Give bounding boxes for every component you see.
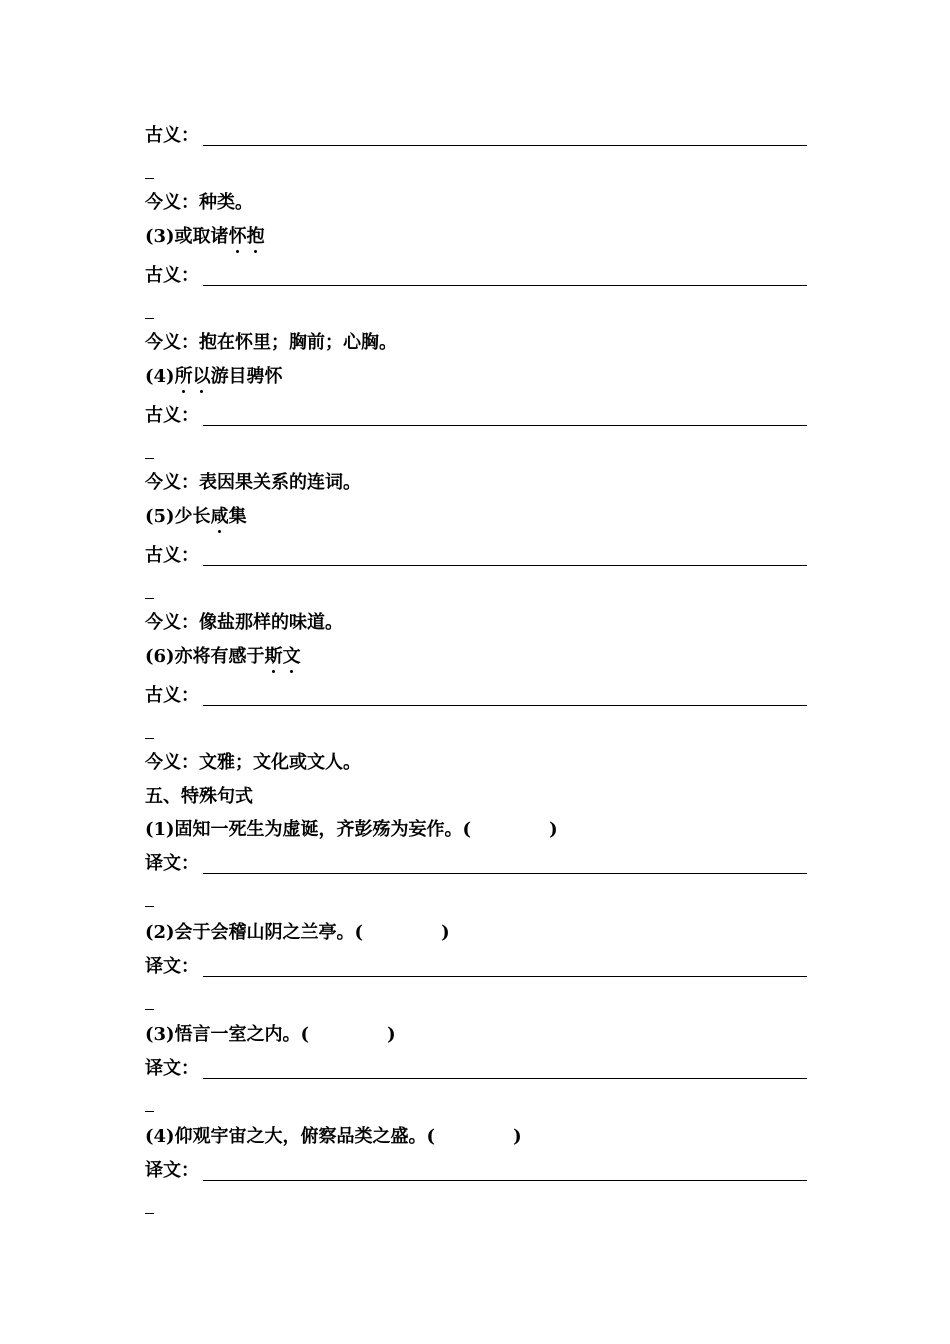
sentence-text: (1)固知一死生为虚诞，齐彭殇为妄作。( (145, 819, 472, 840)
dotted-character: 所 (174, 366, 193, 387)
emphasis-word (211, 506, 229, 527)
line-continuation-mark (145, 318, 154, 319)
translation-line[interactable] (145, 852, 807, 876)
dotted-character: 怀 (228, 226, 247, 247)
answer-underline (203, 1180, 807, 1181)
answer-line[interactable] (145, 404, 807, 428)
gu-label: 古义： (145, 545, 199, 566)
answer-underline (203, 705, 807, 706)
item-prompt (145, 225, 265, 249)
answer-underline (203, 873, 807, 874)
item-prefix: (3)或取诸 (145, 226, 229, 247)
close-paren: ) (513, 1126, 522, 1147)
sentence-prompt (145, 1125, 522, 1149)
answer-underline (203, 565, 807, 566)
section-title: 五、特殊句式 (145, 786, 253, 807)
sentence-text: (3)悟言一室之内。( (145, 1024, 310, 1045)
item-prompt (145, 505, 247, 529)
answer-underline (203, 976, 807, 977)
answer-line[interactable] (145, 124, 807, 148)
sentence-text: (2)会于会稽山阴之兰亭。( (145, 922, 364, 943)
close-paren: ) (549, 819, 558, 840)
translation-label: 译文： (145, 956, 199, 977)
sentence-prompt (145, 1023, 396, 1047)
close-paren: ) (441, 922, 450, 943)
dotted-character: 以 (192, 366, 211, 387)
dotted-character: 抱 (246, 226, 265, 247)
dotted-character: 斯 (264, 646, 283, 667)
gu-label: 古义： (145, 125, 199, 146)
line-continuation-mark (145, 738, 154, 739)
item-prefix: (5)少长 (145, 506, 211, 527)
line-continuation-mark (145, 598, 154, 599)
gu-label: 古义： (145, 265, 199, 286)
item-prompt (145, 365, 283, 389)
line-continuation-mark (145, 178, 154, 179)
line-continuation-mark (145, 458, 154, 459)
dotted-character: 文 (282, 646, 301, 667)
sentence-text: (4)仰观宇宙之大，俯察品类之盛。( (145, 1126, 436, 1147)
translation-label: 译文： (145, 853, 199, 874)
answer-line[interactable] (145, 264, 807, 288)
line-continuation-mark (145, 1009, 154, 1010)
translation-line[interactable] (145, 1159, 807, 1183)
translation-label: 译文： (145, 1058, 199, 1079)
line-continuation-mark (145, 1111, 154, 1112)
answer-underline (203, 425, 807, 426)
emphasis-word (265, 646, 301, 667)
item-suffix: 游目骋怀 (210, 366, 283, 387)
line-continuation-mark (145, 906, 154, 907)
jin-meaning: 今义：种类。 (145, 192, 253, 213)
emphasis-word (175, 366, 211, 387)
jin-meaning: 今义：抱在怀里；胸前；心胸。 (145, 332, 397, 353)
item-prefix: (4) (145, 366, 175, 387)
jin-meaning: 今义：表因果关系的连词。 (145, 472, 361, 493)
translation-line[interactable] (145, 955, 807, 979)
sentence-prompt (145, 818, 558, 842)
emphasis-word (229, 226, 265, 247)
item-prefix: (6)亦将有感于 (145, 646, 265, 667)
close-paren: ) (387, 1024, 396, 1045)
translation-line[interactable] (145, 1057, 807, 1081)
answer-line[interactable] (145, 684, 807, 708)
answer-underline (203, 285, 807, 286)
answer-underline (203, 1078, 807, 1079)
gu-label: 古义： (145, 685, 199, 706)
line-continuation-mark (145, 1213, 154, 1214)
translation-label: 译文： (145, 1160, 199, 1181)
item-suffix: 集 (228, 506, 247, 527)
answer-line[interactable] (145, 544, 807, 568)
item-prompt (145, 645, 301, 669)
jin-meaning: 今义：像盐那样的味道。 (145, 612, 343, 633)
gu-label: 古义： (145, 405, 199, 426)
answer-underline (203, 145, 807, 146)
jin-meaning: 今义：文雅；文化或文人。 (145, 752, 361, 773)
dotted-character: 咸 (210, 506, 229, 527)
sentence-prompt (145, 921, 450, 945)
